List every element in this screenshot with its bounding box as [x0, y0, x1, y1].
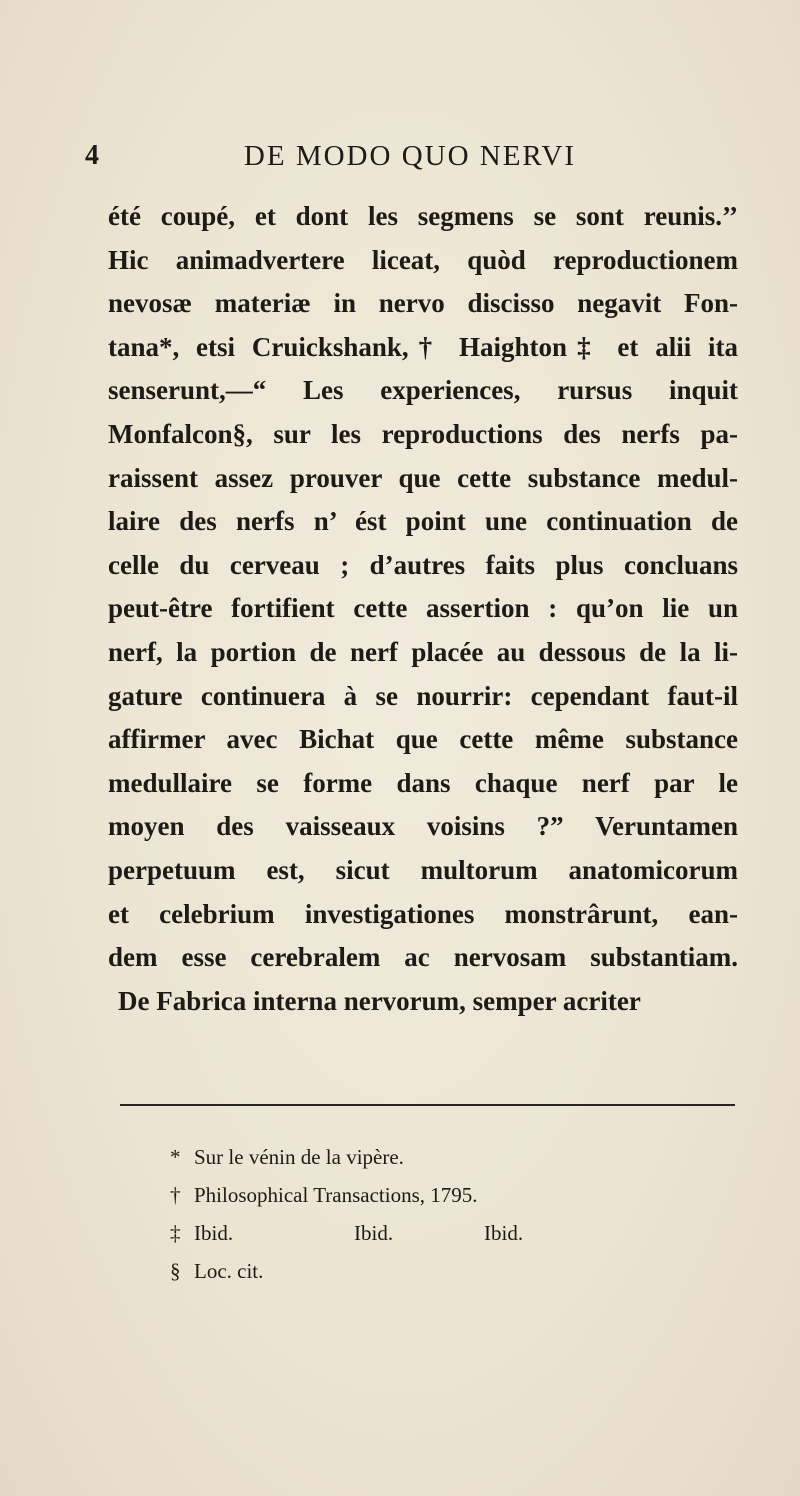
body-text — [108, 195, 738, 1023]
footnote-text: Loc. cit. — [194, 1259, 264, 1283]
text-line: moyen des vaisseaux voisins ?” Veruntamen — [108, 811, 738, 842]
footnote — [170, 1138, 650, 1176]
text-line: dem esse cerebralem ac nervosam substantiam. — [108, 942, 738, 973]
text-line: Hic animadvertere liceat, quòd reproductionem — [108, 244, 738, 275]
text-line: celle du cerveau ; d’autres faits plus concluans — [108, 549, 738, 580]
text-line: nevosæ materiæ in nervo discisso negavit Fon- — [108, 288, 738, 319]
text-line: tana*, etsi Cruickshank,† Haighton‡ et alii ita — [108, 331, 738, 362]
text-line: affirmer avec Bichat que cette même substance — [108, 724, 738, 755]
text-line: gature continuera à se nourrir: cependant faut-il — [108, 680, 738, 711]
text-line: été coupé, et dont les segmens se sont reunis.’’ — [108, 201, 738, 231]
footnote-mark: † — [170, 1183, 181, 1207]
footnote — [170, 1214, 650, 1252]
footnote-ibid: Ibid. — [484, 1221, 524, 1245]
footnote-mark: * — [170, 1145, 181, 1169]
text-line: perpetuum est, sicut multorum anatomicorum — [108, 854, 738, 885]
running-title: DE MODO QUO NERVI — [243, 140, 577, 172]
text-line: laire des nerfs n’ ést point une continuation de — [108, 506, 738, 537]
text-line: medullaire se forme dans chaque nerf par le — [108, 767, 738, 798]
footnote-ibid: Ibid. — [194, 1221, 234, 1245]
text-line: et celebrium investigationes monstrârunt, ean- — [108, 898, 738, 929]
footnote-text: Philosophical Transactions, 1795. — [194, 1183, 478, 1207]
text-line: senserunt,—“ Les experiences, rursus inquit — [108, 375, 738, 406]
text-line: nerf, la portion de nerf placée au dessous de la li- — [108, 636, 738, 667]
text-line: Monfalcon§, sur les reproductions des nerfs pa- — [108, 418, 738, 449]
footnote — [170, 1252, 650, 1290]
text-line: raissent assez prouver que cette substance medul- — [108, 462, 738, 493]
footnote-divider — [120, 1104, 735, 1106]
footnote-mark: § — [170, 1259, 181, 1283]
footnote — [170, 1176, 650, 1214]
footnote-text: Sur le vénin de la vipère. — [194, 1145, 404, 1169]
footnote-ibid: Ibid. — [354, 1221, 394, 1245]
page-number: 4 — [85, 140, 99, 171]
footnote-mark: ‡ — [170, 1221, 181, 1245]
footnotes — [170, 1138, 650, 1290]
page-header — [85, 140, 735, 184]
text-line: peut-être fortifient cette assertion : qu’on lie un — [108, 593, 738, 624]
text-line: De Fabrica interna nervorum, semper acriter — [118, 985, 641, 1016]
